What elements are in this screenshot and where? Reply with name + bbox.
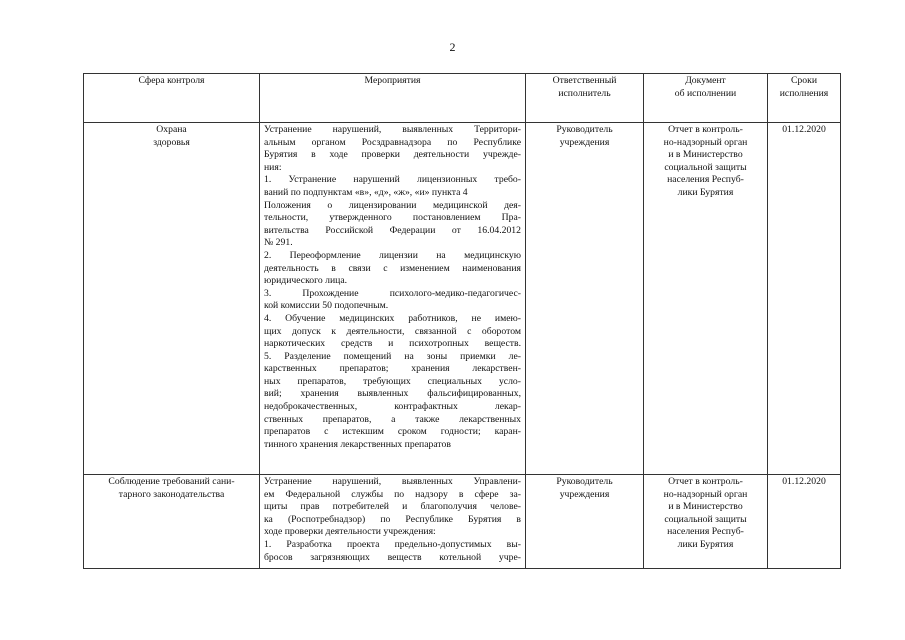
executor-cell: Руководитель учреждения [526, 123, 644, 475]
deadline-cell: 01.12.2020 [768, 475, 841, 569]
sphere-cell: Охрана здоровья [84, 123, 260, 475]
header-measures: Мероприятия [260, 74, 526, 123]
measures-cell: Устранение нарушений, выявленных Управлени- ем Федеральной службы по надзору в сфере за- щиты прав потребителей и благополучия челове- ка (Роспотребнадзор) по Республике Бурятия в ходе проверки деятельности учреждения: 1. Разработка проекта предельно-допустимых вы- бросов загрязняющих веществ котельной учре- [260, 475, 526, 569]
header-deadline: Сроки исполнения [768, 74, 841, 123]
table-header-row [84, 74, 841, 123]
document-cell: Отчет в контроль- но-надзорный орган и в Министерство социальной защиты населения Респуб- лики Бурятия [644, 123, 768, 475]
sphere-cell: Соблюдение требований сани- тарного законодательства [84, 475, 260, 569]
deadline-cell: 01.12.2020 [768, 123, 841, 475]
table-row [84, 123, 841, 475]
table-row [84, 475, 841, 569]
executor-cell: Руководитель учреждения [526, 475, 644, 569]
measures-cell: Устранение нарушений, выявленных Территори- альным органом Росздравнадзора по Республике Бурятия в ходе проверки деятельности учрежде- ния: 1. Устранение нарушений лицензионных требо- ваний по подпунктам «в», «д», «ж», «и» пункта 4 Положения о лицензировании медицинской дея- тельности, утвержденного постановлением Пра- вительства Российской Федерации от 16.04.2012 № 291. 2. Переоформление лицензии на медицинскую деятельность в связи с изменением наименования юридического лица. 3. Прохождение психолого-медико-педагогичес- кой комиссии 50 подопечным. 4. Обучение медицинских работников, не имею- щих допуск к деятельности, связанной с оборотом наркотических средств и психотропных веществ. 5. Разделение помещений на зоны приемки ле- карственных препаратов; хранения лекарствен- ных препаратов, требующих специальных усло- вий; хранения выявленных фальсифицированных, недоброкачественных, контрафактных лекар- ственных препаратов, а также лекарственных препаратов с истекшим сроком годности; каран- тинного хранения лекарственных препаратов [260, 123, 526, 475]
header-document: Документ об исполнении [644, 74, 768, 123]
control-measures-table [83, 73, 841, 569]
header-sphere: Сфера контроля [84, 74, 260, 123]
page-number: 2 [449, 40, 456, 54]
header-executor: Ответственный исполнитель [526, 74, 644, 123]
document-cell: Отчет в контроль- но-надзорный орган и в Министерство социальной защиты населения Респуб- лики Бурятия [644, 475, 768, 569]
